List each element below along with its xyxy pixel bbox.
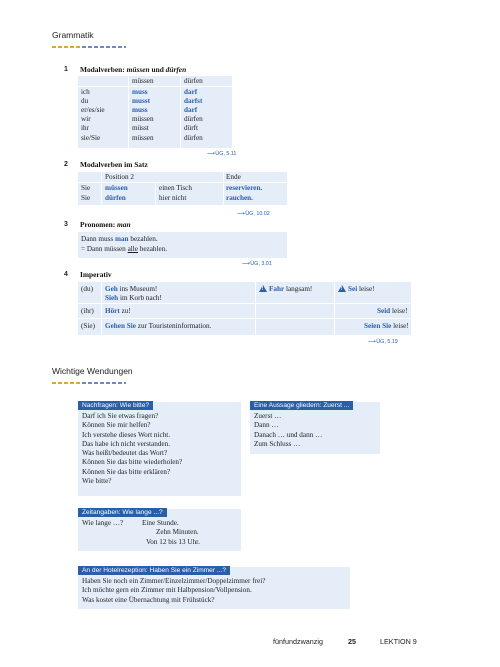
verb-form: darf [184,88,198,96]
phrase-box-tag: Nachfragen: Wie bitte? [78,401,153,410]
sentence-subject: Sie [81,184,91,192]
phrase-list [142,519,200,547]
phrase-line: Dann … [254,421,279,430]
verb-form: müsst [132,124,149,132]
phrase-box-tag: Eine Aussage gliedern: Zuerst ... [250,401,353,410]
example-sentence: Dann muss man bezahlen. [81,235,158,243]
pronoun: er/es/sie [81,106,105,114]
section-heading: Pronomen: man [80,220,131,229]
imperative-person: (du) [81,285,93,293]
phrase-line: Wie bitte? [82,477,112,486]
imperative-example: Seien Sie leise! [364,322,409,330]
phrase-list [82,412,182,486]
phrase-box-tag: Zeitangaben: Wie lange ...? [78,508,167,517]
phrase-line: Von 12 bis 13 Uhr. [146,537,200,546]
phrase-list [254,412,322,449]
pronoun: ihr [81,124,89,132]
title-rule [52,382,126,384]
verb-form: musst [132,97,150,105]
section-number: 4 [64,271,68,278]
section-number: 1 [64,66,68,73]
phrase-line: Zehn Minuten. [156,528,199,537]
imperative-example: !Fahr langsam! [259,285,312,293]
section-number: 2 [64,161,68,168]
sentence-end: rauchen. [226,194,253,202]
verb-form: darf [184,106,198,114]
warning-icon [259,285,267,292]
phrase-line: Eine Stunde. [142,519,179,527]
section-heading: Modalverben im Satz [80,160,148,169]
lesson-label: LEKTION 9 [380,637,417,646]
position-label: Ende [226,173,241,181]
imperative-example: Seid leise! [377,307,408,315]
pronoun: ich [81,88,90,96]
phrase-line: Was heißt/bedeutet das Wort? [82,449,168,458]
phrase-line: Ich verstehe dieses Wort nicht. [82,430,171,439]
imperative-example: ! Sei leise! [338,285,375,293]
imperative-person: (ihr) [81,307,94,315]
verb-form: darfst [184,97,203,105]
section-title-wendungen: Wichtige Wendungen [52,366,133,376]
col-header: dürfen [184,77,203,85]
verb-form: muss [132,106,148,114]
page-number: 25 [348,637,356,646]
sentence-middle: hier nicht [159,194,187,202]
warning-icon [338,285,346,292]
grammar-reference: ⟶ ÜG, 3.01 [242,261,272,267]
phrase-list [82,577,265,605]
verb-form: dürfen [184,115,203,123]
phrase-line: Zum Schluss … [254,439,301,448]
page-number-word: fünfundzwanzig [273,637,323,646]
sentence-table [78,172,287,205]
pronoun-box [78,232,287,258]
section-number: 3 [64,221,68,228]
section-heading: Modalverben: müssen und dürfen [80,65,187,74]
title-rule [52,46,126,48]
grammar-reference: ⟶ ÜG, 5.11 [207,151,237,157]
phrase-line: Zuerst … [254,412,282,420]
verb-form: dürfen [184,134,203,142]
modal-table [78,76,232,148]
phrase-line: Das habe ich nicht verstanden. [82,439,171,448]
imperative-example: Sieh im Korb nach! [105,294,162,302]
phrase-line: Was kostet eine Übernachtung mit Frühstück? [82,595,215,604]
pronoun: sie/Sie [81,134,101,142]
verb-form: dürft [184,124,198,132]
phrase-line: Ich möchte gern ein Zimmer mit Halbpension/Vollpension. [82,586,252,595]
phrase-line: Können Sie mir helfen? [82,421,151,430]
imperative-example: Hört zu! [105,307,131,315]
verb-form: muss [132,88,148,96]
pronoun: wir [81,115,91,123]
sentence-end: reservieren. [226,184,263,192]
phrase-line: Haben Sie noch ein Zimmer/Einzelzimmer/Doppelzimmer frei? [82,577,266,585]
imperative-example: Gehen Sie zur Touristeninformation. [105,322,212,330]
col-header: müssen [132,77,154,85]
phrase-question: Wie lange …? [82,519,124,527]
example-sentence: = Dann müssen alle bezahlen. [81,245,168,253]
sentence-middle: einen Tisch [159,184,192,192]
sentence-verb: müssen [105,184,128,192]
sentence-subject: Sie [81,194,91,202]
imperative-table [78,282,411,335]
section-heading: Imperativ [80,270,112,279]
imperative-example: Geh ins Museum! [105,285,158,293]
phrase-line: Darf ich Sie etwas fragen? [82,412,159,420]
phrase-line: Danach … und dann … [254,430,323,439]
phrase-line: Können Sie das bitte erklären? [82,467,171,476]
phrase-box-tag: An der Hotelrezeption: Haben Sie ein Zimmer ...? [78,566,230,575]
section-title-grammatik: Grammatik [52,30,94,40]
grammar-reference: ⟶ ÜG, 5.19 [368,339,398,345]
imperative-person: (Sie) [81,322,95,330]
verb-form: müssen [132,115,154,123]
grammar-reference: ⟶ ÜG, 10.02 [237,211,270,217]
phrase-line: Können Sie das bitte wiederholen? [82,458,183,467]
sentence-verb: dürfen [105,194,126,202]
position-label: Position 2 [105,173,134,181]
pronoun: du [81,97,89,105]
verb-form: müssen [132,134,154,142]
